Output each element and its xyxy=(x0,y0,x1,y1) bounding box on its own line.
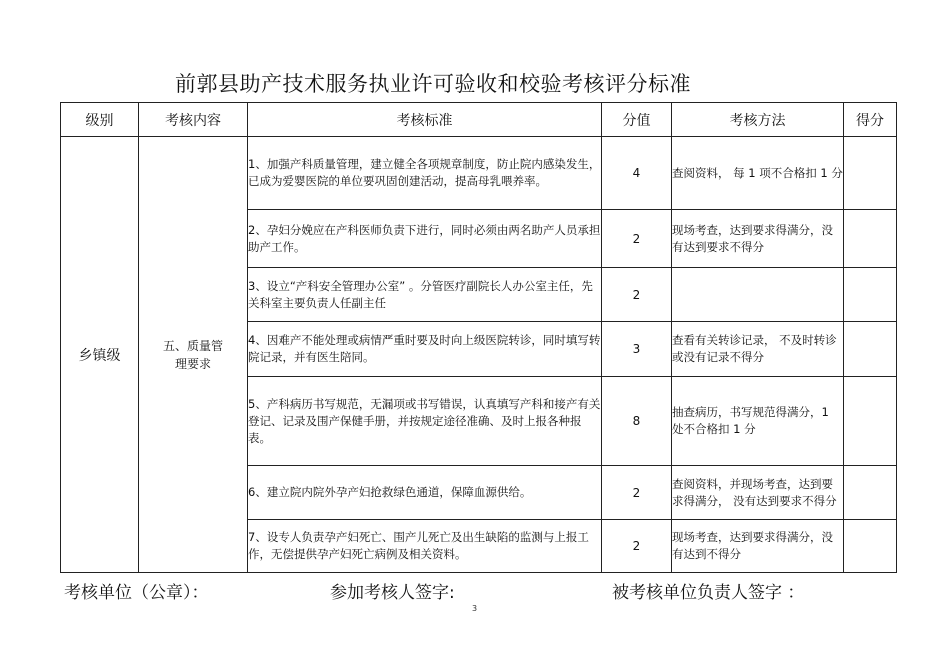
score-cell[interactable] xyxy=(844,322,897,377)
method-cell: 查阅资料，并现场考查，达到要求得满分， 没有达到要求不得分 xyxy=(672,466,844,520)
standard-cell: 5、产科病历书写规范，无漏项或书写错误，认真填写产科和接产有关登记、记录及围产保健手册，并按规定途径准确、及时上报各种报表。 xyxy=(248,377,602,466)
points-cell: 4 xyxy=(602,137,672,210)
footer-assessing-unit: 考核单位（公章）： xyxy=(64,583,209,603)
standard-cell: 7、设专人负责孕产妇死亡、围产儿死亡及出生缺陷的监测与上报工作，无偿提供孕产妇死亡病例及相关资料。 xyxy=(248,520,602,573)
header-points: 分值 xyxy=(602,103,672,137)
method-cell: 查看有关转诊记录， 不及时转诊或没有记录不得分 xyxy=(672,322,844,377)
header-score: 得分 xyxy=(844,103,897,137)
header-content: 考核内容 xyxy=(139,103,248,137)
method-cell: 查阅资料， 每 1 项不合格扣 1 分 xyxy=(672,137,844,210)
footer-examinee-signature: 被考核单位负责人签字 ： xyxy=(612,583,805,603)
points-cell: 3 xyxy=(602,322,672,377)
page-title: 前郭县助产技术服务执业许可验收和校验考核评分标准 xyxy=(175,72,691,96)
points-cell: 2 xyxy=(602,466,672,520)
method-cell: 现场考查，达到要求得满分，没有达到要求不得分 xyxy=(672,210,844,268)
points-cell: 8 xyxy=(602,377,672,466)
standard-cell: 1、加强产科质量管理，建立健全各项规章制度，防止院内感染发生，已成为爱婴医院的单位要巩固创建活动，提高母乳喂养率。 xyxy=(248,137,602,210)
points-cell: 2 xyxy=(602,520,672,573)
method-cell xyxy=(672,268,844,322)
table-header-row xyxy=(61,103,897,137)
score-cell[interactable] xyxy=(844,466,897,520)
method-cell: 现场考查，达到要求得满分，没有达到不得分 xyxy=(672,520,844,573)
score-cell[interactable] xyxy=(844,268,897,322)
method-cell: 抽查病历，书写规范得满分，1 处不合格扣 1 分 xyxy=(672,377,844,466)
score-cell[interactable] xyxy=(844,137,897,210)
content-cell xyxy=(139,137,248,573)
standard-cell: 3、设立“产科安全管理办公室” 。分管医疗副院长人办公室主任，先关科室主要负责人任副主任 xyxy=(248,268,602,322)
points-cell: 2 xyxy=(602,268,672,322)
table-row xyxy=(61,137,897,210)
footer-participant-signature: 参加考核人签字: xyxy=(330,583,455,603)
points-cell: 2 xyxy=(602,210,672,268)
standard-cell: 6、建立院内院外孕产妇抢救绿色通道，保障血源供给。 xyxy=(248,466,602,520)
level-cell: 乡镇级 xyxy=(61,137,139,573)
content-label: 五、质量管理要求 xyxy=(162,338,223,371)
header-level: 级别 xyxy=(61,103,139,137)
scoring-table xyxy=(60,102,897,573)
score-cell[interactable] xyxy=(844,210,897,268)
standard-cell: 2、孕妇分娩应在产科医师负责下进行，同时必须由两名助产人员承担助产工作。 xyxy=(248,210,602,268)
score-cell[interactable] xyxy=(844,520,897,573)
header-method: 考核方法 xyxy=(672,103,844,137)
standard-cell: 4、因难产不能处理或病情严重时要及时向上级医院转诊，同时填写转院记录，并有医生陪同。 xyxy=(248,322,602,377)
score-cell[interactable] xyxy=(844,377,897,466)
page-number: 3 xyxy=(472,604,478,613)
header-standard: 考核标准 xyxy=(248,103,602,137)
